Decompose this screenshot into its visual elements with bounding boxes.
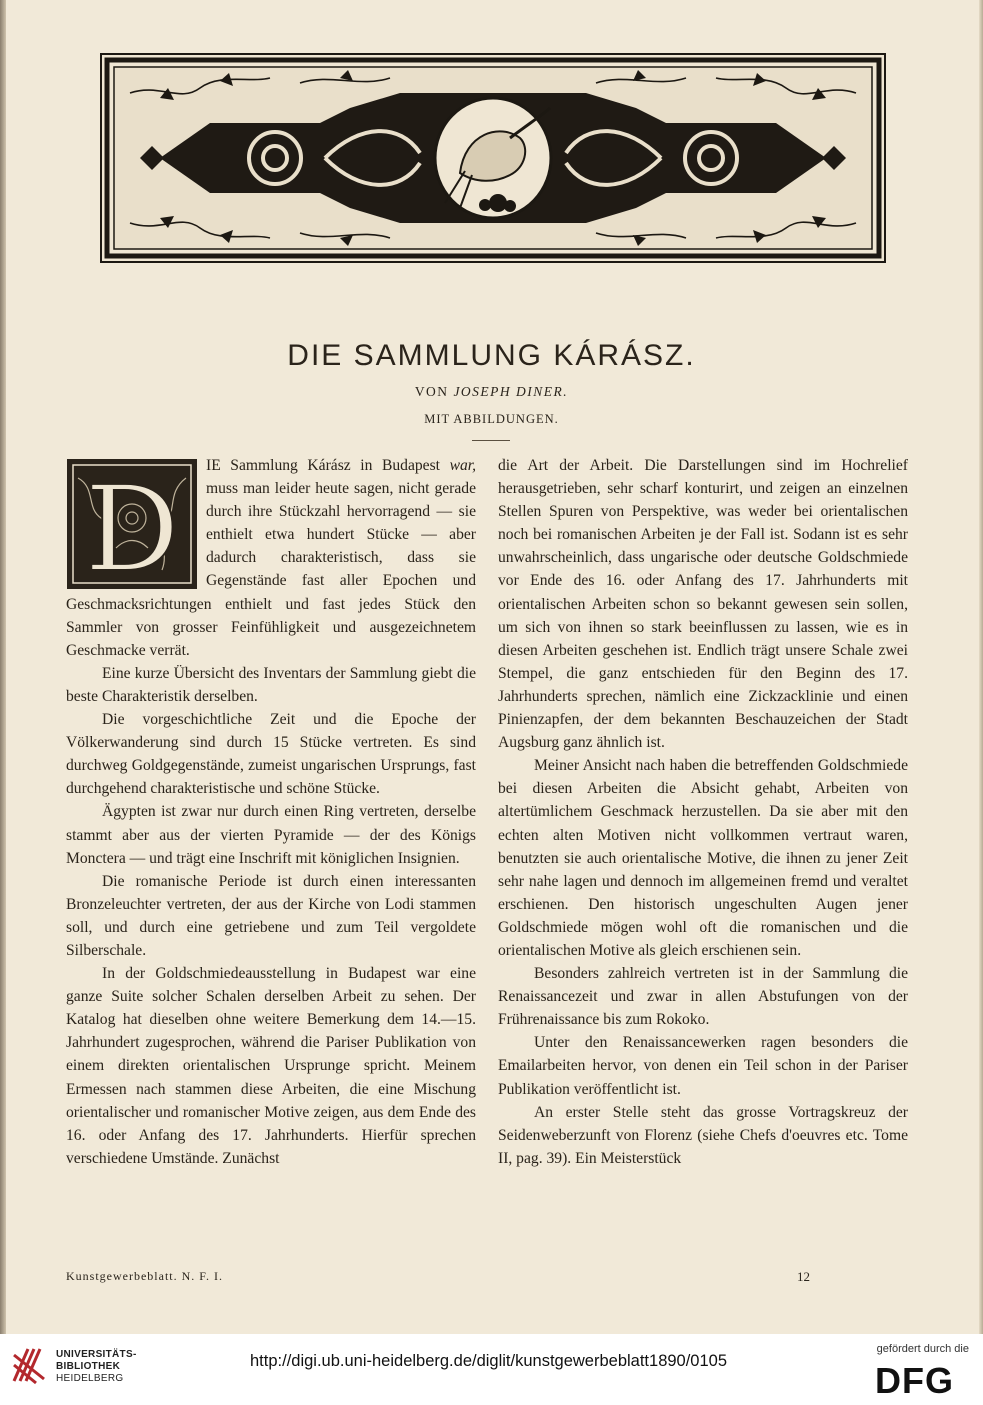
scan-edge-right — [979, 0, 983, 1334]
library-logo-link[interactable] — [10, 1345, 48, 1390]
library-name — [56, 1349, 137, 1385]
paragraph: Meiner Ansicht nach haben die betreffenden Goldschmiede bei diesen Arbeiten die Absicht gehabt, Arbeiten von altertümlichem Geschmack herzustellen. Da sie aber mit den echten alten Motiven nicht vollkommen vertraut waren, benutzten sie auch orientalische Motive, die ihnen zu jener Zeit sehr nahe lagen und dennoch im allgemeinen fremd und veraltet erschienen. Den historisch ungeschulten Augen jener Goldschmiede mögen wohl oft die romanischen und die orientalischen Motive als gleich erschienen sein. — [498, 757, 908, 959]
article-title: DIE SAMMLUNG KÁRÁSZ. — [287, 339, 696, 372]
byline-prefix: VON — [414, 384, 449, 399]
author-name: JOSEPH DINER. — [453, 384, 569, 399]
paragraph: An erster Stelle steht das grosse Vortragskreuz der Seidenweberzunft von Florenz (siehe Chefs d'oeuvres etc. Tome II, pag. 39). Ein Meisterstück — [498, 1103, 908, 1167]
paragraph: Unter den Renaissancewerken ragen besonders die Emailarbeiten hervor, von denen ein Teil schon in der Pariser Publikation veröffentlicht ist. — [498, 1034, 908, 1098]
paragraph: In der Goldschmiedeausstellung in Budapest war eine ganze Suite solcher Schalen derselben Arbeit zu sehen. Der Katalog hat dieselben ohne weitere Bemerkung dem 14.—15. Jahrhundert zugesprochen, während die Pariser Publikation von einem direkten orientalischen Ursprunge spricht. Meinem Ermessen nach stammen diese Arbeiten, die eine Mischung orientalischer und romanischer Motive zeigen, aus dem Ende des 16. oder Anfang des 17. Jahrhunderts. Hierfür sprechen verschiedene Umstände. Zunächst — [66, 965, 476, 1167]
dfg-logo-icon — [875, 1362, 971, 1396]
viewer-footer-bar — [0, 1334, 983, 1405]
text-column-left — [66, 454, 476, 1170]
ornamental-header-banner — [100, 53, 886, 263]
funding-label: gefördert durch die — [876, 1343, 969, 1355]
title-divider — [472, 440, 510, 441]
scan-edge-left — [0, 0, 6, 1334]
library-name-line: HEIDELBERG — [56, 1373, 124, 1384]
journal-footer: Kunstgewerbeblatt. N. F. I. — [66, 1269, 224, 1283]
text-column-right — [498, 454, 908, 1170]
page-number: 12 — [797, 1269, 810, 1284]
decorated-initial — [66, 458, 198, 590]
svg-text:DFG: DFG — [875, 1362, 954, 1396]
library-name-line: UNIVERSITÄTS- — [56, 1349, 137, 1360]
italic-word: war, — [449, 457, 476, 474]
paragraph-text: muss man leider heute sagen, nicht gerade durch ihre Stückzahl hervorragend — sie enthielt etwa hundert Stücke — aber dadurch charakteristisch, dass sie Gegenstände fast aller Epochen und Geschmacksrichtungen enthielt und fast jedes Stück den Sammler von grosser Feinfühligkeit und ausgezeichnetem Geschmacke verrät. — [66, 480, 476, 659]
paragraph: Eine kurze Übersicht des Inventars der Sammlung giebt die beste Charakteristik derselben. — [66, 664, 476, 705]
article-byline — [0, 384, 983, 400]
paragraph: Besonders zahlreich vertreten ist in der Sammlung die Renaissancezeit und zwar in allen Abstufungen von der Frührenaissance bis zum Rokoko. — [498, 965, 908, 1029]
paragraph: Die vorgeschichtliche Zeit und die Epoche der Völkerwanderung sind durch 15 Stücke vertreten. Es sind durchweg Goldgegenstände, zumeist ungarischen Ursprungs, fast durchgehend charakteristische und schöne Stücke. — [66, 711, 476, 798]
permalink-url[interactable]: http://digi.ub.uni-heidelberg.de/diglit/kunstgewerbeblatt1890/0105 — [250, 1352, 728, 1370]
library-name-line: BIBLIOTHEK — [56, 1361, 121, 1372]
paragraph-text: IE Sammlung Kárász in Budapest — [206, 457, 450, 474]
paragraph: Ägypten ist zwar nur durch einen Ring vertreten, derselbe stammt aber aus der vierten Pyramide — der des Königs Monctera — und trägt eine Inschrift mit königlichen Insignien. — [66, 803, 476, 867]
dropcap-letter: D — [84, 460, 180, 590]
library-logo-icon — [10, 1345, 48, 1385]
paragraph: Die romanische Periode ist durch einen interessanten Bronzeleuchter vertreten, der aus der Kirche von Lodi stammen soll, und durch eine getriebene und zum Teil vergoldete Silberschale. — [66, 872, 476, 959]
ornament-illustration — [100, 53, 886, 263]
dfg-logo-link[interactable] — [875, 1362, 971, 1401]
paragraph: die Art der Arbeit. Die Darstellungen sind im Hochrelief herausgetrieben, sehr scharf konturirt, und zeigen an einzelnen Stellen Spuren von Perspektive, was weder bei orientalischen noch bei romanischen Arbeiten je der Fall ist. Sodann ist es sehr unwahrscheinlich, dass ungarische oder deutsche Goldschmiede vor Ende des 16. oder Anfang des 17. Jahrhunderts mit orientalischen Arbeiten schon so bekannt gewesen sein sollen, um sich von ihnen so stark beeinflussen zu lassen, wie es in diesen Arbeiten geschehen ist. Endlich trägt unsere Schale zwei Stempel, die ganz entschieden für den Beginn des 17. Jahrhunderts sprechen, nämlich eine Zickzacklinie und einen Pinienzapfen, der dem bekannten Beschauzeichen der Stadt Augsburg ganz ähnlich ist. — [498, 457, 908, 752]
article-subtitle: MIT ABBILDUNGEN. — [424, 412, 559, 426]
